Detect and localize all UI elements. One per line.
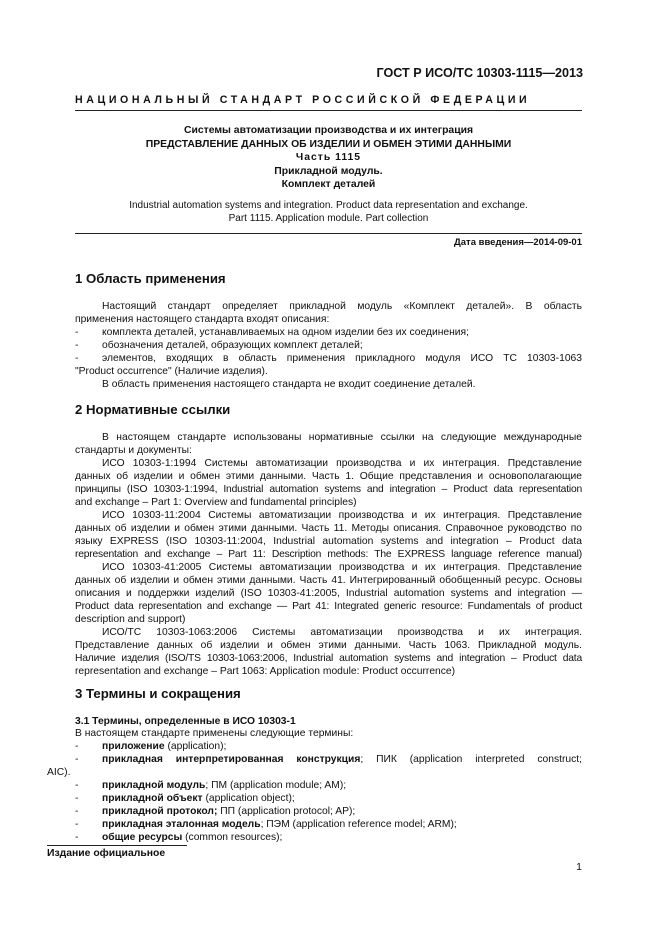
ref-line: стандарты и документы:: [75, 445, 192, 456]
title-line-5: Комплект деталей: [281, 179, 376, 190]
s1-bullet-3a: элементов, входящих в область применения прикладного модуля ИСО ТС 10303-1063: [102, 353, 582, 364]
ref-line: ИСО/ТС 10303-1063:2006 Системы автоматизации производства и их интеграция.: [102, 627, 582, 638]
bullet-dash: -: [75, 353, 79, 364]
subsection-3-1-heading: 3.1 Термины, определенные в ИСО 10303-1: [75, 716, 296, 727]
title-line-3: Часть 1115: [295, 152, 362, 163]
term-item: [102, 831, 582, 844]
ref-line: ИСО 10303-41:2005 Системы автоматизации производства и их интеграция. Представление: [102, 562, 582, 573]
intro-date: Дата введения—2014-09-01: [454, 237, 582, 248]
ref-line: В настоящем стандарте использованы нормативные ссылки на следующие международные: [102, 432, 582, 443]
section-1-heading: 1 Область применения: [75, 271, 226, 286]
national-standard-banner: НАЦИОНАЛЬНЫЙ СТАНДАРТ РОССИЙСКОЙ ФЕДЕРАЦИИ: [75, 94, 531, 106]
term-bold: прикладная эталонная модель: [102, 819, 261, 830]
ref-line: данных об изделии и обмен этими данными. Часть 11. Методы описания. Справочное руководство по: [75, 523, 582, 534]
ref-line: данных об изделии и обмен этими данными. Часть 41. Интегрированный обобщенный ресурс. Основы: [75, 575, 582, 586]
term-item: [102, 740, 582, 753]
header-rule: [75, 110, 582, 111]
term-bold: общие ресурсы: [102, 832, 183, 843]
term-item: [102, 792, 582, 805]
section-2-heading: 2 Нормативные ссылки: [75, 402, 231, 417]
ref-line: Наличие изделия (ISO/TS 10303-1063:2006, Industrial automation systems and integration – Product data: [75, 653, 582, 664]
term-bold: приложение: [102, 741, 165, 752]
ref-line: description and support): [75, 614, 186, 625]
bullet-dash: -: [75, 327, 79, 338]
gost-code: ГОСТ Р ИСО/ТС 10303-1115—2013: [376, 66, 583, 80]
bullet-dash: -: [75, 819, 79, 830]
term-item: [102, 818, 582, 831]
term-item: [102, 753, 582, 766]
term-rest: (application);: [164, 741, 227, 752]
ref-line: Product data representation and exchange — Part 41: Integrated generic resource: Fundamentals of product: [75, 601, 582, 612]
english-title-line-1: Industrial automation systems and integration. Product data representation and exchange.: [129, 200, 528, 211]
ref-line: ИСО 10303-11:2004 Системы автоматизации производства и их интеграция. Представление: [102, 510, 582, 521]
ref-line: representation and exchange – Part 11: Description methods: The EXPRESS language reference manual): [75, 549, 582, 560]
term-rest: (application object);: [202, 793, 295, 804]
term-item: [102, 805, 582, 818]
ref-line: описания и поддержки изделий (ISO 10303-41:2005, Industrial automation systems and integration —: [75, 588, 582, 599]
bullet-dash: -: [75, 754, 79, 765]
terms-intro: В настоящем стандарте применены следующие термины:: [75, 728, 354, 739]
normative-references: [75, 431, 582, 678]
ref-line: Представление данных об изделии и обмен этими данными. Часть 1063. Прикладной модуль.: [75, 640, 582, 651]
title-line-4: Прикладной модуль.: [274, 165, 383, 177]
term-rest: (common resources);: [182, 832, 283, 843]
term-bold: прикладной объект: [102, 793, 203, 804]
ref-line: принципы (ISO 10303-1:1994, Industrial automation systems and integration – Product data representation: [75, 484, 582, 495]
title-line-1: Системы автоматизации производства и их интеграция: [183, 125, 474, 136]
s1-bullet-1: комплекта деталей, устанавливаемых на одном изделии без их соединения;: [102, 327, 469, 338]
bullet-dash: -: [75, 806, 79, 817]
term-item: [102, 779, 582, 792]
ref-line: ИСО 10303-1:1994 Системы автоматизации производства и их интеграция. Представление: [102, 458, 582, 469]
english-title: [75, 199, 582, 225]
official-edition: Издание официальное: [47, 848, 166, 859]
bullet-dash: -: [75, 780, 79, 791]
s1-paragraph-2: В область применения настоящего стандарта не входит соединение деталей.: [102, 379, 476, 390]
title-block: [75, 124, 582, 192]
term-bold: прикладной модуль: [102, 780, 206, 791]
term-bold: прикладная интерпретированная конструкция: [102, 754, 361, 765]
footer-rule: [47, 845, 187, 846]
bullet-dash: -: [75, 741, 79, 752]
page-number: 1: [576, 861, 582, 873]
term-rest: ; ПИК (application interpreted construct;: [360, 754, 582, 765]
s1-bullet-2: обозначения деталей, образующих комплект деталей;: [102, 340, 363, 351]
ref-line: языку EXPRESS (ISO 10303-11:2004, Industrial automation systems and integration – Product data: [75, 536, 582, 547]
term-bold: прикладной протокол;: [102, 806, 218, 817]
bullet-dash: -: [75, 793, 79, 804]
s1-bullet-3b: "Product occurrence" (Наличие изделия).: [75, 366, 268, 377]
s1-paragraph-1b: применения настоящего стандарта входят описания:: [75, 314, 330, 325]
term-continuation: AIC).: [47, 767, 71, 778]
section-3-heading: 3 Термины и сокращения: [75, 686, 241, 701]
ref-line: representation and exchange – Part 1063: Application module: Product occurrence): [75, 666, 456, 677]
english-title-line-2: Part 1115. Application module. Part collection: [228, 213, 429, 224]
ref-line: and exchange – Part 1: Overview and fundamental principles): [75, 497, 357, 508]
ref-line: данных об изделии и обмен этими данными. Часть 1. Общие представления и основополагающие: [75, 471, 582, 482]
title-rule: [75, 233, 582, 234]
bullet-dash: -: [75, 340, 79, 351]
term-rest: ; ПМ (application module; AM);: [205, 780, 347, 791]
term-rest: ; ПЭМ (application reference model; ARM);: [260, 819, 457, 830]
bullet-dash: -: [75, 832, 79, 843]
s1-paragraph-1a: Настоящий стандарт определяет прикладной модуль «Комплект деталей». В область: [102, 301, 582, 312]
title-line-2: ПРЕДСТАВЛЕНИЕ ДАННЫХ ОБ ИЗДЕЛИИ И ОБМЕН ЭТИМИ ДАННЫМИ: [145, 138, 512, 150]
term-rest: ПП (application protocol; AP);: [217, 806, 356, 817]
